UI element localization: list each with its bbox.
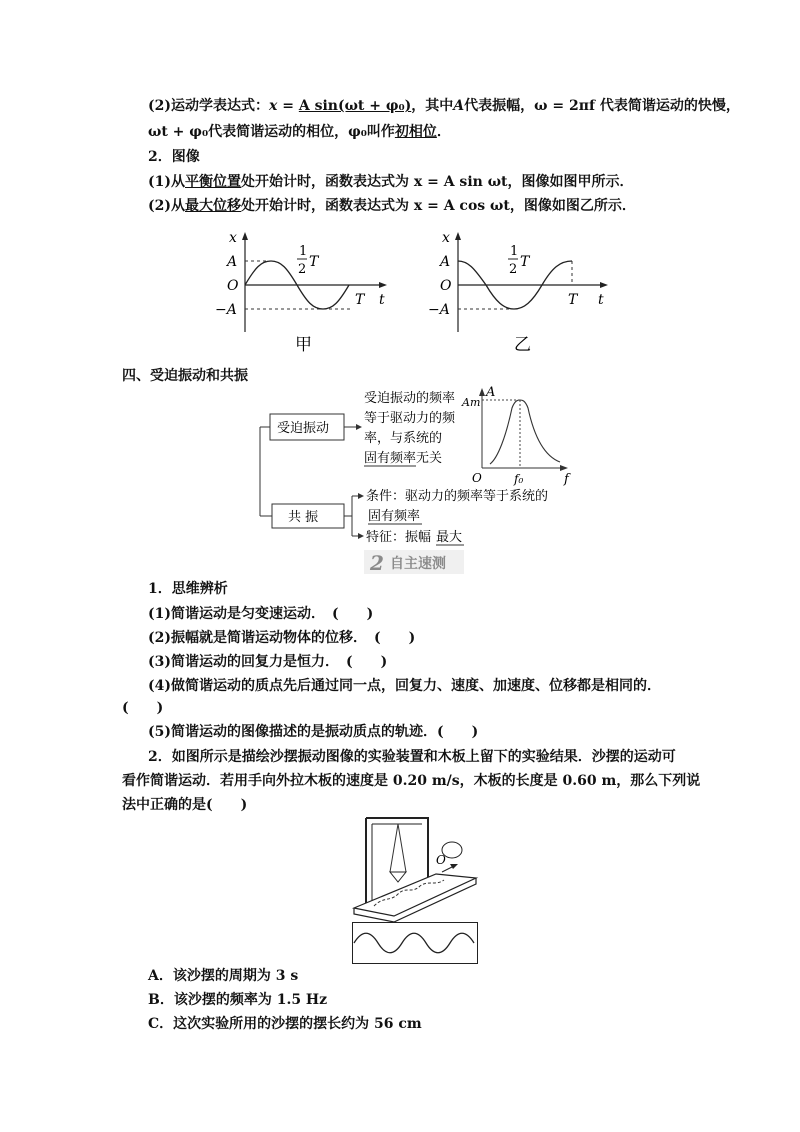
self-test-banner bbox=[364, 550, 464, 576]
sine-x-label: x bbox=[229, 230, 237, 246]
cosine-half-T: T bbox=[520, 254, 530, 270]
forced-desc-line1: 受迫振动的频率 bbox=[364, 391, 456, 406]
resonance-label: 共 振 bbox=[288, 510, 319, 525]
board-O-label: O bbox=[436, 853, 446, 867]
condition-line1: 条件：驱动力的频率等于系统的 bbox=[366, 489, 549, 504]
q2-line-1: 2．如图所示是描绘沙摆振动图像的实验装置和木板上留下的实验结果．沙摆的运动可 bbox=[148, 749, 676, 765]
initial-phase-term: 初相位 bbox=[394, 124, 437, 140]
banner-number: 2 bbox=[370, 551, 384, 575]
forced-desc-line3: 率，与系统的 bbox=[364, 431, 443, 446]
sine-negA-label: −A bbox=[215, 302, 237, 318]
q1-item-3: (3)简谐运动的回复力是恒力． ( ) bbox=[148, 654, 388, 670]
sine-x-arrow bbox=[379, 282, 387, 288]
sine-y-arrow bbox=[242, 232, 248, 240]
forced-desc-line4: 固有频率无关 bbox=[364, 451, 443, 466]
section4-heading: 四、受迫振动和共振 bbox=[122, 368, 248, 384]
cosine-graph bbox=[428, 228, 622, 358]
option-a: A．该沙摆的周期为 3 s bbox=[148, 968, 299, 984]
cosine-T-label: T bbox=[568, 292, 578, 308]
sine-half-num: 1 bbox=[299, 244, 308, 259]
cosine-x-label: x bbox=[442, 230, 450, 246]
sine-t-label: t bbox=[379, 292, 385, 308]
forced-vibration-label: 受迫振动 bbox=[277, 421, 330, 436]
expression-label: (2)运动学表达式： bbox=[148, 98, 269, 114]
sine-T-label: T bbox=[355, 292, 365, 308]
cosine-x-arrow bbox=[600, 282, 608, 288]
graph-item-1 bbox=[148, 172, 633, 192]
feature-label: 特征：振幅 bbox=[366, 530, 432, 545]
forced-arrow-head bbox=[356, 424, 362, 430]
cosine-negA-label: −A bbox=[428, 302, 450, 318]
item1-prefix: (1)从 bbox=[148, 174, 185, 190]
phase-end: ． bbox=[436, 124, 451, 140]
formula-x: x bbox=[269, 98, 278, 114]
q1-item-2: (2)振幅就是简谐运动物体的位移． ( ) bbox=[148, 630, 416, 646]
cosine-O-label: O bbox=[440, 278, 452, 294]
sand-funnel bbox=[390, 872, 406, 882]
resonance-f-label: f bbox=[564, 472, 569, 487]
sine-O-label: O bbox=[227, 278, 239, 294]
q2-line-2: 看作简谐运动．若用手向外拉木板的速度是 0.20 m/s，木板的长度是 0.60 m，那么下列说 bbox=[122, 773, 701, 789]
condition-arrow-head bbox=[358, 493, 364, 499]
cosine-half-num: 1 bbox=[510, 244, 519, 259]
q1-item-4-bracket: ( ) bbox=[122, 700, 164, 716]
resonance-A-label: A bbox=[486, 385, 496, 400]
graph-item-2 bbox=[148, 196, 636, 216]
equilibrium-position-term: 平衡位置 bbox=[185, 174, 241, 190]
image-heading: 2．图像 bbox=[148, 149, 200, 165]
forced-vibration-diagram bbox=[258, 386, 578, 566]
sine-caption: 甲 bbox=[295, 335, 312, 355]
sine-half-den: 2 bbox=[298, 262, 307, 277]
expression-line bbox=[148, 96, 740, 116]
sine-A-label: A bbox=[227, 254, 238, 270]
cosine-A-label: A bbox=[440, 254, 451, 270]
amplitude-symbol: A bbox=[453, 98, 465, 114]
phase-line bbox=[148, 122, 451, 142]
max-displacement-term: 最大位移 bbox=[185, 198, 241, 214]
resonance-curve bbox=[490, 400, 560, 464]
q1-item-5: (5)简谐运动的图像描述的是振动质点的轨迹．( ) bbox=[148, 724, 479, 740]
option-b: B．该沙摆的频率为 1.5 Hz bbox=[148, 992, 328, 1008]
resonance-x-arrow bbox=[560, 465, 568, 471]
q1-item-1: (1)简谐运动是匀变速运动． ( ) bbox=[148, 606, 374, 622]
formula-eq: = bbox=[277, 98, 299, 114]
cosine-half-den: 2 bbox=[509, 262, 518, 277]
pendulum-string-left bbox=[390, 824, 398, 872]
pendulum-string-right bbox=[398, 824, 406, 872]
trace-board bbox=[353, 923, 478, 964]
cosine-caption: 乙 bbox=[514, 335, 531, 355]
resonance-y-arrow bbox=[479, 388, 485, 396]
cosine-t-label: t bbox=[598, 292, 604, 308]
feature-max: 最大 bbox=[436, 530, 463, 545]
sand-trace-result bbox=[352, 922, 478, 964]
expression-mid: ，其中 bbox=[411, 98, 454, 114]
sine-half-T: T bbox=[309, 254, 319, 270]
banner-text: 自主速测 bbox=[390, 556, 446, 572]
sine-graph bbox=[215, 228, 405, 358]
formula-underlined: A sin(ωt + φ₀) bbox=[298, 98, 412, 114]
phase-text: ωt + φ₀代表简谐运动的相位，φ₀叫作 bbox=[148, 124, 395, 140]
expression-end: 代表振幅，ω = 2πf 代表简谐运动的快慢， bbox=[464, 98, 740, 114]
forced-desc-line2: 等于驱动力的频 bbox=[364, 411, 456, 426]
option-c: C．这次实验所用的沙摆的摆长约为 56 cm bbox=[148, 1016, 422, 1032]
q1-item-4: (4)做简谐运动的质点先后通过同一点，回复力、速度、加速度、位移都是相同的． bbox=[148, 678, 661, 694]
resonance-O-label: O bbox=[472, 471, 482, 485]
q2-line-3: 法中正确的是( ) bbox=[122, 797, 248, 813]
resonance-f0-label: f₀ bbox=[514, 472, 524, 486]
item1-rest: 处开始计时，函数表达式为 x = A sin ωt，图像如图甲所示． bbox=[241, 174, 634, 190]
feature-arrow-head bbox=[358, 533, 364, 539]
item2-prefix: (2)从 bbox=[148, 198, 185, 214]
q1-heading: 1．思维辨析 bbox=[148, 581, 228, 597]
cosine-y-arrow bbox=[455, 232, 461, 240]
pull-arrow-head bbox=[450, 864, 458, 869]
resonance-Am-label: Am bbox=[462, 396, 481, 409]
item2-rest: 处开始计时，函数表达式为 x = A cos ωt，图像如图乙所示． bbox=[241, 198, 636, 214]
condition-line2: 固有频率 bbox=[368, 509, 421, 524]
